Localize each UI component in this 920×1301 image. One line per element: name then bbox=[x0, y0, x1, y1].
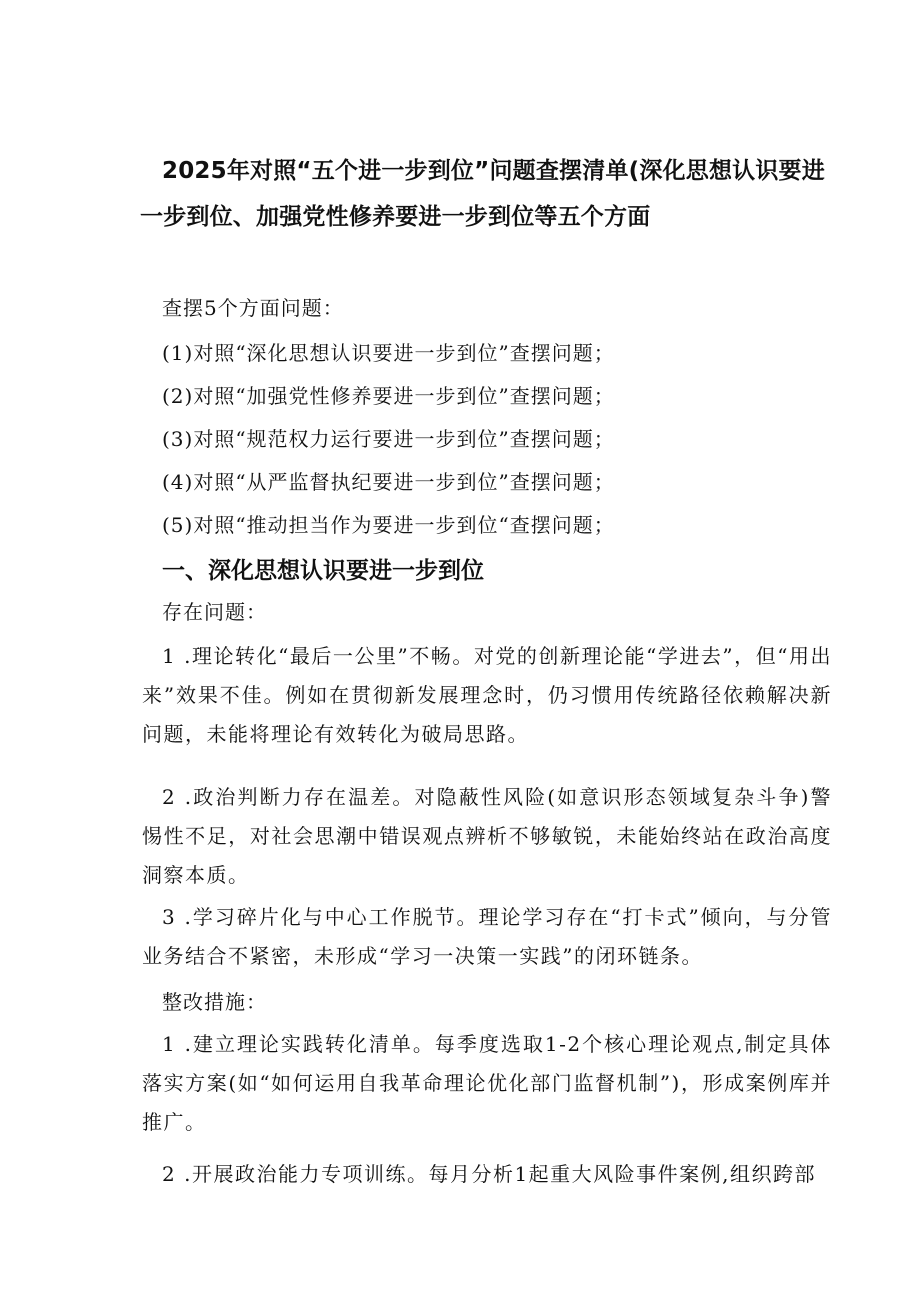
problems-label: 存在问题： bbox=[162, 600, 267, 624]
aspect-item-3: (3)对照“规范权力运行要进一步到位”查摆问题； bbox=[162, 427, 615, 451]
intro-text: 查摆5个方面问题： bbox=[162, 296, 344, 320]
aspect-item-5: (5)对照“推动担当作为要进一步到位“查摆问题； bbox=[162, 513, 615, 537]
aspect-item-2: (2)对照“加强党性修养要进一步到位”查摆问题； bbox=[162, 384, 615, 408]
problem-item-1: 1 .理论转化“最后一公里”不畅。对党的创新理论能“学进去”，但“用出来”效果不佳。例如在贯彻新发展理念时，仍习惯用传统路径依赖解决新问题，未能将理论有效转化为破局思路。 bbox=[142, 644, 832, 746]
problem-item-3: 3 .学习碎片化与中心工作脱节。理论学习存在“打卡式”倾向，与分管业务结合不紧密，未形成“学习一决策一实践”的闭环链条。 bbox=[142, 905, 832, 968]
problem-item-2: 2 .政治判断力存在温差。对隐蔽性风险(如意识形态领域复杂斗争)警惕性不足，对社会思潮中错误观点辨析不够敏锐，未能始终站在政治高度洞察本质。 bbox=[142, 785, 832, 887]
section-heading: 一、深化思想认识要进一步到位 bbox=[162, 558, 484, 584]
document-title: 2025年对照“五个进一步到位”问题查摆清单(深化思想认识要进一步到位、加强党性修养要进一步到位等五个方面 bbox=[140, 158, 825, 230]
measure-item-2: 2 .开展政治能力专项训练。每月分析1起重大风险事件案例,组织跨部 bbox=[162, 1162, 817, 1186]
aspect-item-4: (4)对照“从严监督执纪要进一步到位”查摆问题； bbox=[162, 470, 615, 494]
measure-item-1: 1 .建立理论实践转化清单。每季度选取1-2个核心理论观点,制定具体落实方案(如“如何运用自我革命理论优化部门监督机制”)，形成案例库并推广。 bbox=[142, 1032, 832, 1134]
aspect-item-1: (1)对照“深化思想认识要进一步到位”查摆问题； bbox=[162, 341, 615, 365]
measures-label: 整改措施： bbox=[162, 990, 267, 1014]
